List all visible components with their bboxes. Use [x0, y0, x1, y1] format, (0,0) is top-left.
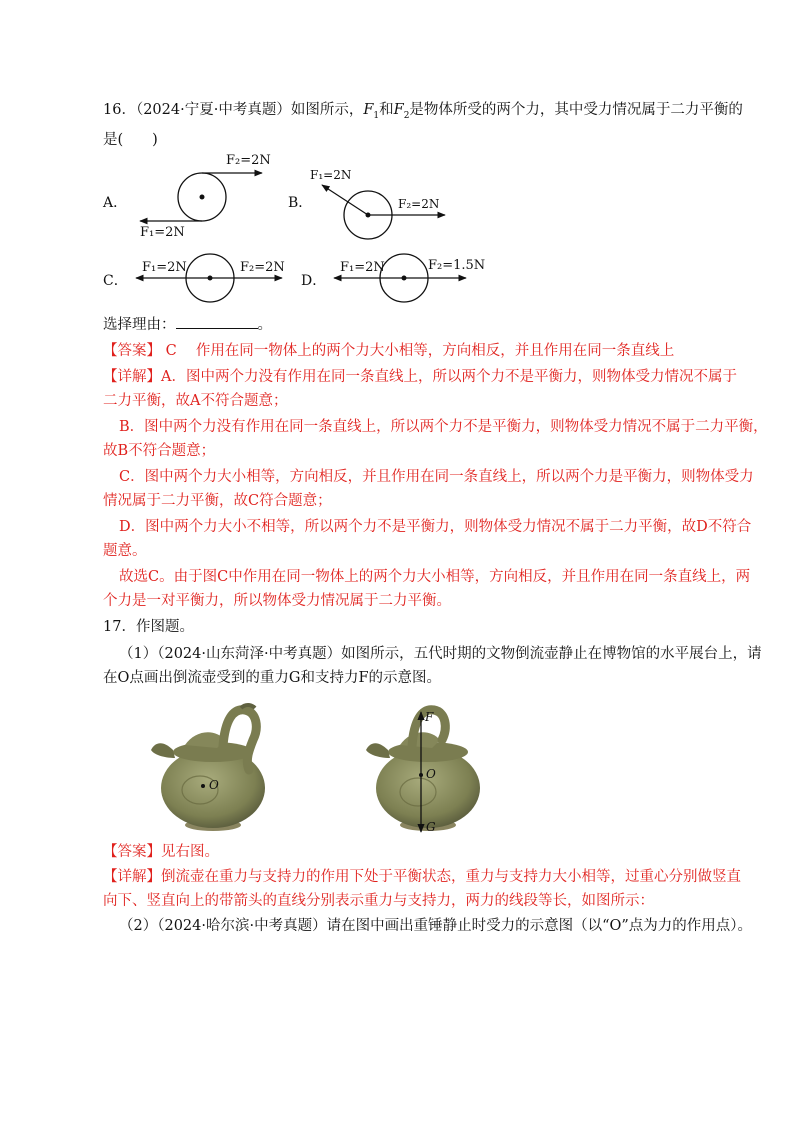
option-b-f1-label: F₁=2N [310, 168, 352, 182]
q16-answer: 【答案】 C 作用在同一物体上的两个力大小相等，方向相反，并且作用在同一条直线上 [103, 343, 675, 359]
teapot-image-left [145, 700, 275, 835]
q17-part2: （2）（2024·哈尔滨·中考真题）请在图中画出重锤静止时受力的示意图（以“O”点为力的作用点）。 [119, 918, 753, 934]
option-b-letter: B． [288, 195, 313, 211]
option-d-f2-label: F₂=1.5N [428, 258, 486, 273]
option-a-center-dot [200, 195, 205, 200]
q16-detail-line10: 个力是一对平衡力，所以物体受力情况属于二力平衡。 [103, 593, 451, 609]
option-c-f2-label: F₂=2N [240, 260, 285, 275]
q16-detail-line8: 题意。 [103, 543, 147, 559]
q16-detail-line3: B．图中两个力没有作用在同一条直线上，所以两个力不是平衡力，则物体受力情况不属于二力平衡， [119, 419, 768, 435]
q16-detail-line9: 故选C。由于图C中作用在同一物体上的两个力大小相等，方向相反，并且作用在同一条直线上，两 [119, 569, 751, 585]
q17-title: 17．作图题。 [103, 619, 194, 635]
q16-detail-line5: C．图中两个力大小相等，方向相反，并且作用在同一条直线上，所以两个力是平衡力，则物体受力 [119, 469, 754, 485]
q16-stem-line2: 是( ) [103, 132, 158, 148]
q17-part1-line1: （1）（2024·山东菏泽·中考真题）如图所示，五代时期的文物倒流壶静止在博物馆的水平展台上，请 [119, 646, 762, 662]
q17-part1-line2: 在O点画出倒流壶受到的重力G和支持力F的示意图。 [103, 670, 442, 686]
option-d-letter: D． [301, 273, 327, 289]
q16-detail-line4: 故B不符合题意； [103, 443, 216, 459]
q16-stem-line1: 16．（2024·宁夏·中考真题）如图所示，$F_1$和$F_2$是物体所受的两个力，其中受力情况属于二力平衡的 [103, 102, 743, 121]
teapot-left-o-label: O [209, 778, 219, 792]
q17-detail-line2: 向下、竖直向上的带箭头的直线分别表示重力与支持力，两力的线段等长，如图所示： [103, 893, 654, 909]
option-a-f1-label: F₁=2N [140, 225, 185, 240]
option-b-f2-label: F₂=2N [398, 197, 440, 211]
q17-answer: 【答案】见右图。 [103, 844, 219, 860]
teapot-right-g-label: G [426, 820, 436, 834]
q16-detail-line1: 【详解】A．图中两个力没有作用在同一条直线上，所以两个力不是平衡力，则物体受力情况不属于 [103, 369, 737, 385]
option-d-f1-label: F₁=2N [340, 260, 385, 275]
option-a-letter: A． [103, 195, 128, 211]
q17-detail-line1: 【详解】倒流壶在重力与支持力的作用下处于平衡状态，重力与支持力大小相等，过重心分别做竖直 [103, 869, 741, 885]
reason-blank [176, 314, 258, 329]
q16-detail-line6: 情况属于二力平衡，故C符合题意； [103, 493, 332, 509]
reason-line: 选择理由： 。 [103, 314, 800, 335]
q16-detail-line2: 二力平衡，故A不符合题意； [103, 393, 288, 409]
q16-detail-line7: D．图中两个力大小不相等，所以两个力不是平衡力，则物体受力情况不属于二力平衡，故D不符合 [119, 519, 752, 535]
option-c-f1-label: F₁=2N [142, 260, 187, 275]
option-c-diagram [132, 250, 292, 306]
option-c-letter: C． [103, 273, 128, 289]
option-a-f2-label: F₂=2N [226, 153, 271, 168]
teapot-right-o-label: O [426, 767, 436, 781]
teapot-right-f-label: F [425, 710, 434, 724]
